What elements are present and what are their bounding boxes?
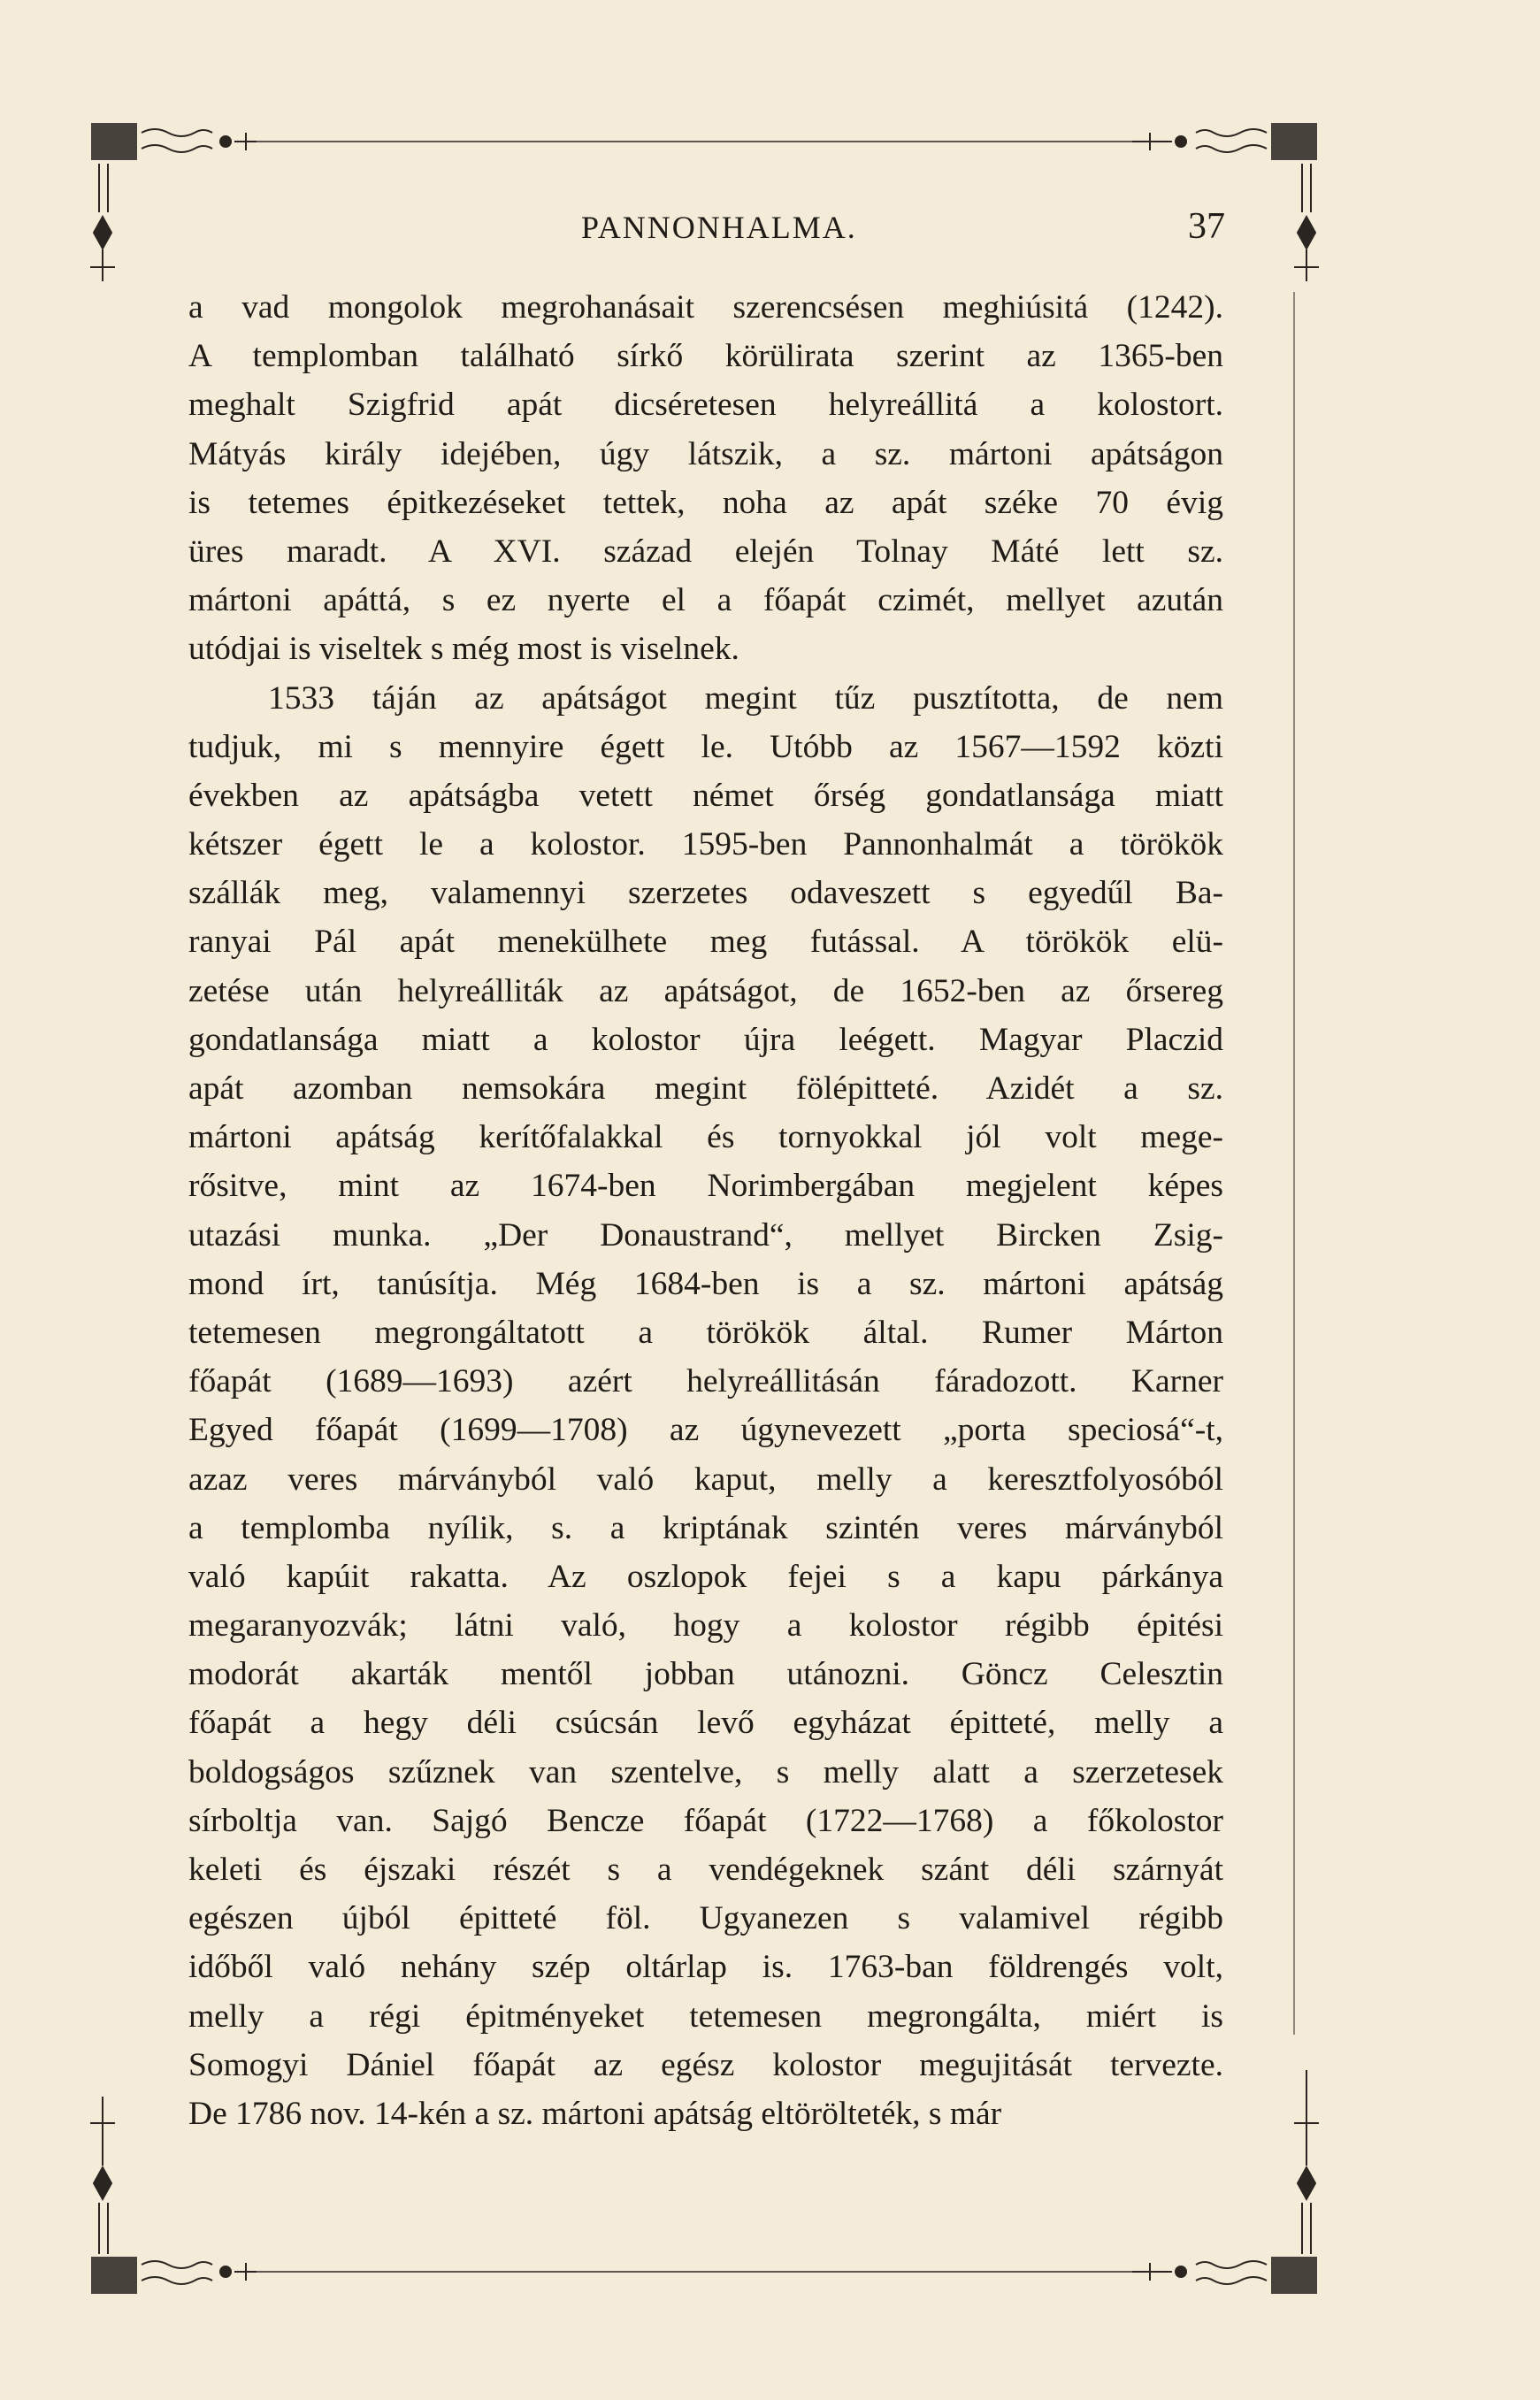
- text-line: üres maradt. A XVI. század elején Tolnay Máté lett sz.: [188, 533, 1223, 570]
- text-line: ranyai Pál apát menekülhete meg futással. A törökök elü-: [188, 924, 1223, 961]
- text-line: egészen újból épitteté föl. Ugyanezen s valamivel régibb: [188, 1900, 1223, 1937]
- text-line: 1533 táján az apátságot megint tűz pusztította, de nem: [268, 679, 1223, 717]
- text-line: keleti és éjszaki részét s a vendégeknek szánt déli szárnyát: [188, 1852, 1223, 1888]
- text-line: a templomba nyílik, s. a kriptának szintén veres márványból: [188, 1509, 1223, 1546]
- text-line: tudjuk, mi s mennyire égett le. Utóbb az 1567—1592 közti: [188, 728, 1223, 765]
- text-line: kétszer égett le a kolostor. 1595-ben Pannonhalmát a törökök: [188, 826, 1223, 863]
- text-line: Somogyi Dániel főapát az egész kolostor megujitását tervezte.: [188, 2046, 1223, 2083]
- page-header: [190, 206, 1225, 253]
- text-line: is tetemes épitkezéseket tettek, noha az apát széke 70 évig: [188, 484, 1223, 521]
- text-line: utazási munka. „Der Donaustrand“, mellyet Bircken Zsig-: [188, 1216, 1223, 1254]
- running-head: PANNONHALMA.: [581, 210, 857, 245]
- text-line: való kapúit rakatta. Az oszlopok fejei s a kapu párkánya: [188, 1558, 1223, 1595]
- body-text: [188, 283, 1223, 2138]
- text-line: években az apátságba vetett német őrség gondatlansága miatt: [188, 777, 1223, 814]
- corner-ornament-top-left: [90, 124, 257, 281]
- text-line: főapát (1689—1693) azért helyreállitásán fáradozott. Karner: [188, 1363, 1223, 1400]
- text-line: meghalt Szigfrid apát dicséretesen helyreállitá a kolostort.: [188, 387, 1223, 424]
- text-line: gondatlansága miatt a kolostor újra leégett. Magyar Placzid: [188, 1021, 1223, 1058]
- text-line: utódjai is viseltek s még most is viselnek.: [188, 631, 739, 668]
- text-line: modorát akarták mentől jobban utánozni. Göncz Celesztin: [188, 1656, 1223, 1693]
- paragraph: [188, 283, 1223, 674]
- text-line: a vad mongolok megrohanásait szerencsésen meghiúsitá (1242).: [188, 289, 1223, 326]
- text-line: mond írt, tanúsítja. Még 1684-ben is a sz. mártoni apátság: [188, 1265, 1223, 1302]
- page-number: 37: [1188, 206, 1225, 247]
- text-line: melly a régi épitményeket tetemesen megrongálta, miért is: [188, 1997, 1223, 2035]
- text-line: A templomban található sírkő körülirata szerint az 1365-ben: [188, 338, 1223, 375]
- text-line: zetése után helyreálliták az apátságot, de 1652-ben az őrsereg: [188, 972, 1223, 1009]
- text-line: De 1786 nov. 14-kén a sz. mártoni apátság eltörölteték, s már: [188, 2095, 1002, 2132]
- text-line: azaz veres márványból való kaput, melly a keresztfolyosóból: [188, 1461, 1223, 1498]
- text-line: apát azomban nemsokára megint fölépitteté. Azidét a sz.: [188, 1070, 1223, 1107]
- text-line: Mátyás király idejében, úgy látszik, a sz. mártoni apátságon: [188, 435, 1223, 472]
- text-line: időből való nehány szép oltárlap is. 1763-ban földrengés volt,: [188, 1949, 1223, 1986]
- text-line: mártoni apáttá, s ez nyerte el a főapát czimét, mellyet azután: [188, 582, 1223, 619]
- text-line: mártoni apátság kerítőfalakkal és tornyokkal jól volt mege-: [188, 1119, 1223, 1156]
- text-line: Egyed főapát (1699—1708) az úgynevezett „porta speciosá“-t,: [188, 1412, 1223, 1449]
- text-line: szállák meg, valamennyi szerzetes odaveszett s egyedűl Ba-: [188, 875, 1223, 912]
- text-line: főapát a hegy déli csúcsán levő egyházat épitteté, melly a: [188, 1705, 1223, 1742]
- text-line: megaranyozvák; látni való, hogy a kolostor régibb épitési: [188, 1607, 1223, 1645]
- text-line: sírboltja van. Sajgó Bencze főapát (1722—1768) a főkolostor: [188, 1802, 1223, 1839]
- text-line: tetemesen megrongáltatott a törökök által. Rumer Márton: [188, 1314, 1223, 1351]
- text-line: boldogságos szűznek van szentelve, s melly alatt a szerzetesek: [188, 1753, 1223, 1790]
- paragraph: [188, 674, 1223, 2139]
- text-line: rősitve, mint az 1674-ben Norimbergában megjelent képes: [188, 1168, 1223, 1205]
